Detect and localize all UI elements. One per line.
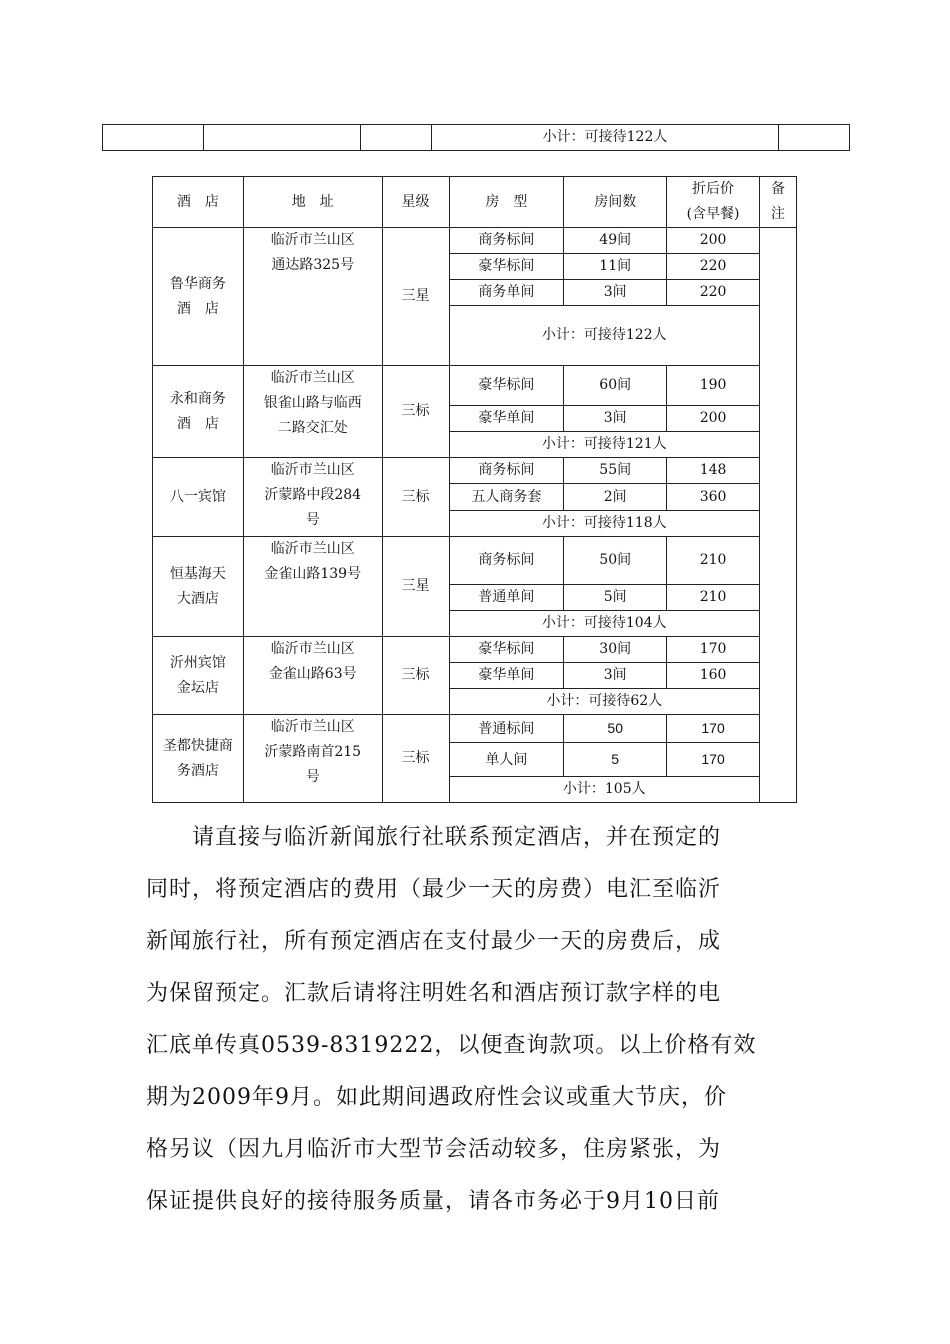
room-type: 商务标间 — [449, 458, 564, 484]
paragraph-line: 保证提供良好的接待服务质量，请各市务必于9月10日前 — [146, 1189, 720, 1214]
hotel-name — [153, 637, 244, 715]
table-row — [153, 366, 797, 406]
hotel-star: 三标 — [382, 637, 449, 715]
hotel-name-l1: 八一宾馆 — [169, 488, 226, 505]
paragraph-line: 期为2009年9月。如此期间遇政府性会议或重大节庆，价 — [146, 1085, 727, 1110]
room-type: 商务标间 — [449, 537, 564, 585]
header-rooms: 房间数 — [564, 177, 667, 228]
room-price: 210 — [667, 537, 760, 585]
address-l2: 银雀山路与临西 — [263, 395, 362, 411]
header-room-type: 房 型 — [449, 177, 564, 228]
address-l1: 临沂市兰山区 — [270, 370, 355, 386]
hotel-address — [243, 637, 382, 715]
room-type: 豪华标间 — [449, 254, 564, 280]
room-price: 160 — [667, 663, 760, 689]
previous-table-fragment — [102, 124, 850, 151]
room-count: 5间 — [564, 585, 667, 611]
address-l2: 通达路325号 — [271, 257, 355, 273]
header-star: 星级 — [382, 177, 449, 228]
address-l1: 临沂市兰山区 — [270, 232, 355, 248]
table-header-row — [153, 177, 797, 228]
hotel-address — [243, 366, 382, 458]
room-price: 360 — [667, 484, 760, 511]
paragraph-line: 同时，将预定酒店的费用（最少一天的房费）电汇至临沂 — [146, 877, 722, 902]
table-cell — [779, 125, 850, 151]
hotel-name-l2: 金坛店 — [176, 679, 219, 696]
subtotal-cell: 小计：可接待121人 — [449, 432, 760, 458]
hotel-name — [153, 366, 244, 458]
header-hotel: 酒 店 — [153, 177, 244, 228]
table-cell — [204, 125, 361, 151]
address-l1: 临沂市兰山区 — [270, 719, 355, 735]
room-price: 170 — [667, 637, 760, 663]
hotel-name — [153, 458, 244, 537]
table-row — [153, 637, 797, 663]
hotel-name-l2: 酒 店 — [176, 300, 219, 317]
subtotal-cell: 小计：可接待104人 — [449, 611, 760, 637]
address-l1: 临沂市兰山区 — [270, 462, 355, 478]
room-price: 170 — [667, 743, 760, 777]
hotel-name-l2: 大酒店 — [176, 590, 219, 607]
address-l3: 号 — [305, 769, 320, 785]
subtotal-cell: 小计：可接待118人 — [449, 511, 760, 537]
room-price: 200 — [667, 406, 760, 432]
header-price-l2: (含早餐) — [686, 206, 740, 222]
hotel-address — [243, 715, 382, 803]
hotel-name-l2: 酒 店 — [176, 415, 219, 432]
room-count: 3间 — [564, 663, 667, 689]
room-type: 商务标间 — [449, 228, 564, 254]
address-l1: 临沂市兰山区 — [270, 541, 355, 557]
hotel-star: 三标 — [382, 366, 449, 458]
room-type: 豪华标间 — [449, 366, 564, 406]
paragraph-line: 汇底单传真0539-8319222，以便查询款项。以上价格有效 — [146, 1033, 757, 1058]
hotel-name — [153, 537, 244, 637]
room-price: 190 — [667, 366, 760, 406]
hotel-name-l1: 沂州宾馆 — [169, 654, 226, 671]
hotel-star: 三星 — [382, 537, 449, 637]
room-count: 5 — [564, 743, 667, 777]
paragraph-line: 为保留预定。汇款后请将注明姓名和酒店预订款字样的电 — [146, 981, 722, 1006]
room-count: 60间 — [564, 366, 667, 406]
hotel-name-l1: 鲁华商务 — [169, 275, 226, 292]
room-price: 200 — [667, 228, 760, 254]
room-count: 50 — [564, 715, 667, 743]
address-l3: 号 — [305, 512, 320, 528]
room-count: 30间 — [564, 637, 667, 663]
hotel-table — [152, 176, 797, 803]
address-l1: 临沂市兰山区 — [270, 641, 355, 657]
room-price: 210 — [667, 585, 760, 611]
room-count: 3间 — [564, 280, 667, 306]
subtotal-cell: 小计：可接待122人 — [449, 306, 760, 366]
room-count: 11间 — [564, 254, 667, 280]
room-type: 豪华单间 — [449, 663, 564, 689]
table-cell — [361, 125, 432, 151]
address-l2: 沂蒙路南首215 — [264, 744, 362, 760]
room-count: 2间 — [564, 484, 667, 511]
room-count: 49间 — [564, 228, 667, 254]
address-l2: 金雀山路139号 — [264, 566, 362, 582]
address-l2: 金雀山路63号 — [268, 666, 357, 682]
hotel-star: 三星 — [382, 228, 449, 366]
header-address: 地 址 — [243, 177, 382, 228]
hotel-address — [243, 228, 382, 366]
room-price: 148 — [667, 458, 760, 484]
room-type: 普通单间 — [449, 585, 564, 611]
hotel-address — [243, 458, 382, 537]
table-row — [153, 715, 797, 743]
subtotal-cell: 小计：可接待62人 — [449, 689, 760, 715]
room-type: 豪华标间 — [449, 637, 564, 663]
address-l2: 沂蒙路中段284 — [264, 487, 362, 503]
hotel-name-l2: 务酒店 — [176, 762, 219, 779]
paragraph-line: 请直接与临沂新闻旅行社联系预定酒店，并在预定的 — [146, 825, 722, 850]
table-cell — [103, 125, 204, 151]
hotel-name-l1: 恒基海天 — [169, 565, 226, 582]
subtotal-cell: 小计：105人 — [449, 777, 760, 803]
room-price: 220 — [667, 280, 760, 306]
room-type: 豪华单间 — [449, 406, 564, 432]
address-l3: 二路交汇处 — [277, 420, 348, 436]
table-row — [153, 458, 797, 484]
room-count: 55间 — [564, 458, 667, 484]
hotel-name-l1: 圣都快捷商 — [162, 737, 233, 754]
hotel-star: 三标 — [382, 715, 449, 803]
room-price: 220 — [667, 254, 760, 280]
room-type: 普通标间 — [449, 715, 564, 743]
room-count: 3间 — [564, 406, 667, 432]
room-price: 170 — [667, 715, 760, 743]
subtotal-cell: 小计：可接待122人 — [432, 125, 779, 151]
hotel-name — [153, 228, 244, 366]
header-price-l1: 折后价 — [692, 181, 735, 197]
remark-cell — [760, 228, 797, 803]
paragraph-line: 格另议（因九月临沂市大型节会活动较多，住房紧张，为 — [146, 1137, 722, 1162]
header-price — [667, 177, 760, 228]
hotel-address — [243, 537, 382, 637]
room-type: 商务单间 — [449, 280, 564, 306]
table-row — [153, 537, 797, 585]
hotel-name-l1: 永和商务 — [169, 390, 226, 407]
room-type: 单人间 — [449, 743, 564, 777]
booking-paragraph — [146, 812, 796, 1228]
table-row — [153, 228, 797, 254]
room-count: 50间 — [564, 537, 667, 585]
room-type: 五人商务套 — [449, 484, 564, 511]
table-row — [103, 125, 850, 151]
hotel-name — [153, 715, 244, 803]
hotel-star: 三标 — [382, 458, 449, 537]
paragraph-line: 新闻旅行社，所有预定酒店在支付最少一天的房费后，成 — [146, 929, 722, 954]
header-remark: 备 注 — [760, 177, 797, 228]
